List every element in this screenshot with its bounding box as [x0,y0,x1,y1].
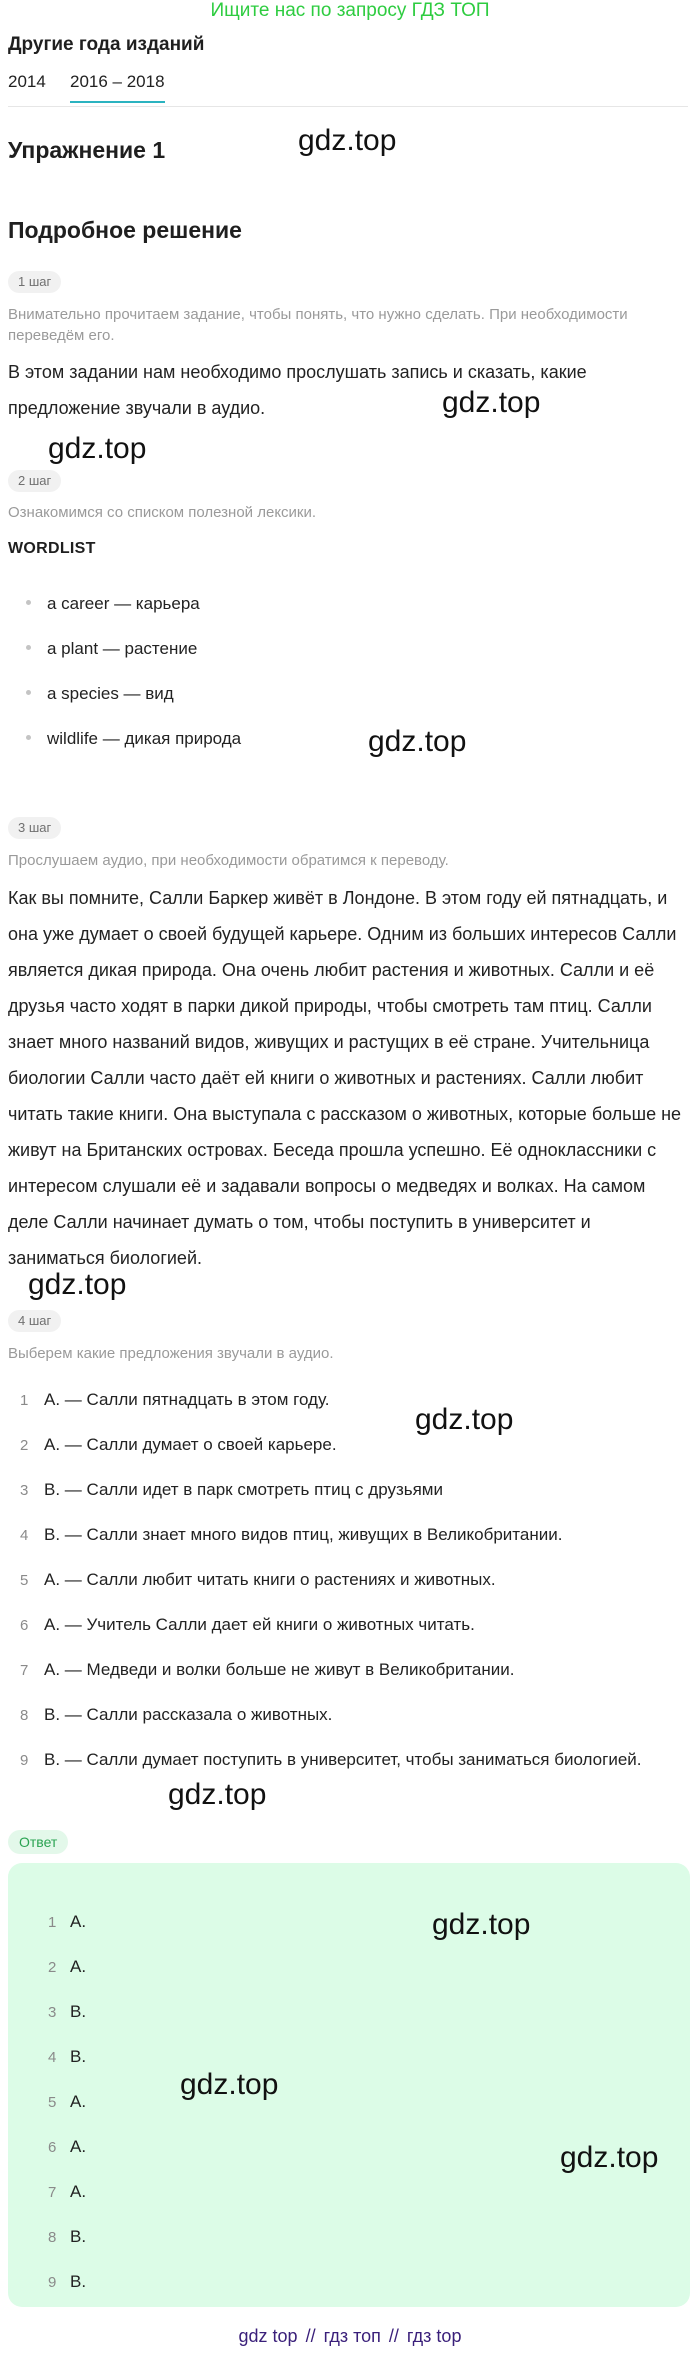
divider [8,106,688,107]
watermark: gdz.top [368,725,467,758]
watermark: gdz.top [560,2141,659,2174]
watermark: gdz.top [180,2068,279,2101]
footer-link[interactable]: гдз топ [323,2326,381,2346]
solution-title: Подробное решение [8,217,242,243]
wordlist-item: a plant — растение [26,637,197,661]
list-item: 6 A. — Учитель Салли дает ей книги о животных читать. [20,1615,475,1634]
footer-separator: // [305,2326,316,2346]
list-item: 5 A. — Салли любит читать книги о растениях и животных. [20,1570,496,1589]
watermark: gdz.top [168,1778,267,1811]
wordlist-heading: WORDLIST [8,540,96,557]
step-1-badge: 1 шаг [8,271,61,293]
bullet-icon [26,600,31,605]
wordlist-item: a career — карьера [26,592,200,616]
step-2-hint: Ознакомимся со списком полезной лексики. [8,504,317,521]
step-4-badge: 4 шаг [8,1310,61,1332]
step-3-badge: 3 шаг [8,817,61,839]
answer-box [8,1863,690,2307]
watermark: gdz.top [415,1403,514,1436]
list-item: 4 B. — Салли знает много видов птиц, живущих в Великобритании. [20,1525,563,1544]
footer-separator: // [388,2326,399,2346]
step-1-hint: Внимательно прочитаем задание, чтобы понять, что нужно сделать. При необходимости переведём его. [8,306,628,344]
answer-item: 9 B. [48,2272,87,2291]
watermark: gdz.top [442,386,541,419]
answer-item: 6 A. [48,2137,87,2156]
answer-item: 5 A. [48,2092,87,2111]
list-item: 9 B. — Салли думает поступить в университет, чтобы заниматься биологией. [20,1750,642,1769]
year-tab-2014[interactable]: 2014 [8,72,46,91]
answer-item: 8 B. [48,2227,87,2246]
answer-item: 1 A. [48,1912,87,1931]
answer-item: 7 A. [48,2182,87,2201]
promo-banner: Ищите нас по запросу ГДЗ ТОП [210,0,490,21]
footer-link[interactable]: gdz top [238,2326,298,2346]
other-years-title: Другие года изданий [8,34,205,55]
answer-item: 2 A. [48,1957,87,1976]
answer-item: 3 B. [48,2002,87,2021]
year-tab-2016-2018[interactable]: 2016 – 2018 [70,72,165,103]
step-4-hint: Выберем какие предложения звучали в аудио. [8,1345,334,1362]
wordlist-item: wildlife — дикая природа [26,727,241,751]
watermark: gdz.top [298,124,397,157]
bullet-icon [26,645,31,650]
list-item: 7 A. — Медведи и волки больше не живут в Великобритании. [20,1660,515,1679]
step-1-text: В этом задании нам необходимо прослушать запись и сказать, какие предложение звучали в аудио. [8,362,587,418]
wordlist-item: a species — вид [26,682,174,706]
bullet-icon [26,690,31,695]
footer-links [0,2326,700,2347]
exercise-title: Упражнение 1 [8,137,166,163]
step-3-hint: Прослушаем аудио, при необходимости обратимся к переводу. [8,852,449,869]
answer-item: 4 B. [48,2047,87,2066]
watermark: gdz.top [28,1268,127,1301]
watermark: gdz.top [432,1908,531,1941]
list-item: 3 B. — Салли идет в парк смотреть птиц с друзьями [20,1480,443,1499]
step-3-text: Как вы помните, Салли Баркер живёт в Лондоне. В этом году ей пятнадцать, и она уже думает о своей будущей карьере. Одним из больших интересов Салли является дикая природа. Она очень любит растения и животных. Салли и её друзья часто ходят в парки дикой природы, чтобы смотреть там птиц. Салли знает много названий видов, живущих и растущих в её стране. Учительница биологии Салли часто даёт ей книги о животных и растениях. Салли любит читать такие книги. Она выступала с рассказом о животных, которые больше не живут на Британских островах. Беседа прошла успешно. Её одноклассники с интересом слушали её и задавали вопросы о медведях и волках. На самом деле Салли начинает думать о том, чтобы поступить в университет и заниматься биологией. [8,888,682,1268]
bullet-icon [26,735,31,740]
list-item: 2 A. — Салли думает о своей карьере. [20,1435,337,1454]
list-item: 8 B. — Салли рассказала о животных. [20,1705,333,1724]
step-2-badge: 2 шаг [8,470,61,492]
list-item: 1 A. — Салли пятнадцать в этом году. [20,1390,330,1409]
footer-link[interactable]: гдз top [406,2326,462,2346]
watermark: gdz.top [48,432,147,465]
answer-badge: Ответ [8,1830,68,1854]
